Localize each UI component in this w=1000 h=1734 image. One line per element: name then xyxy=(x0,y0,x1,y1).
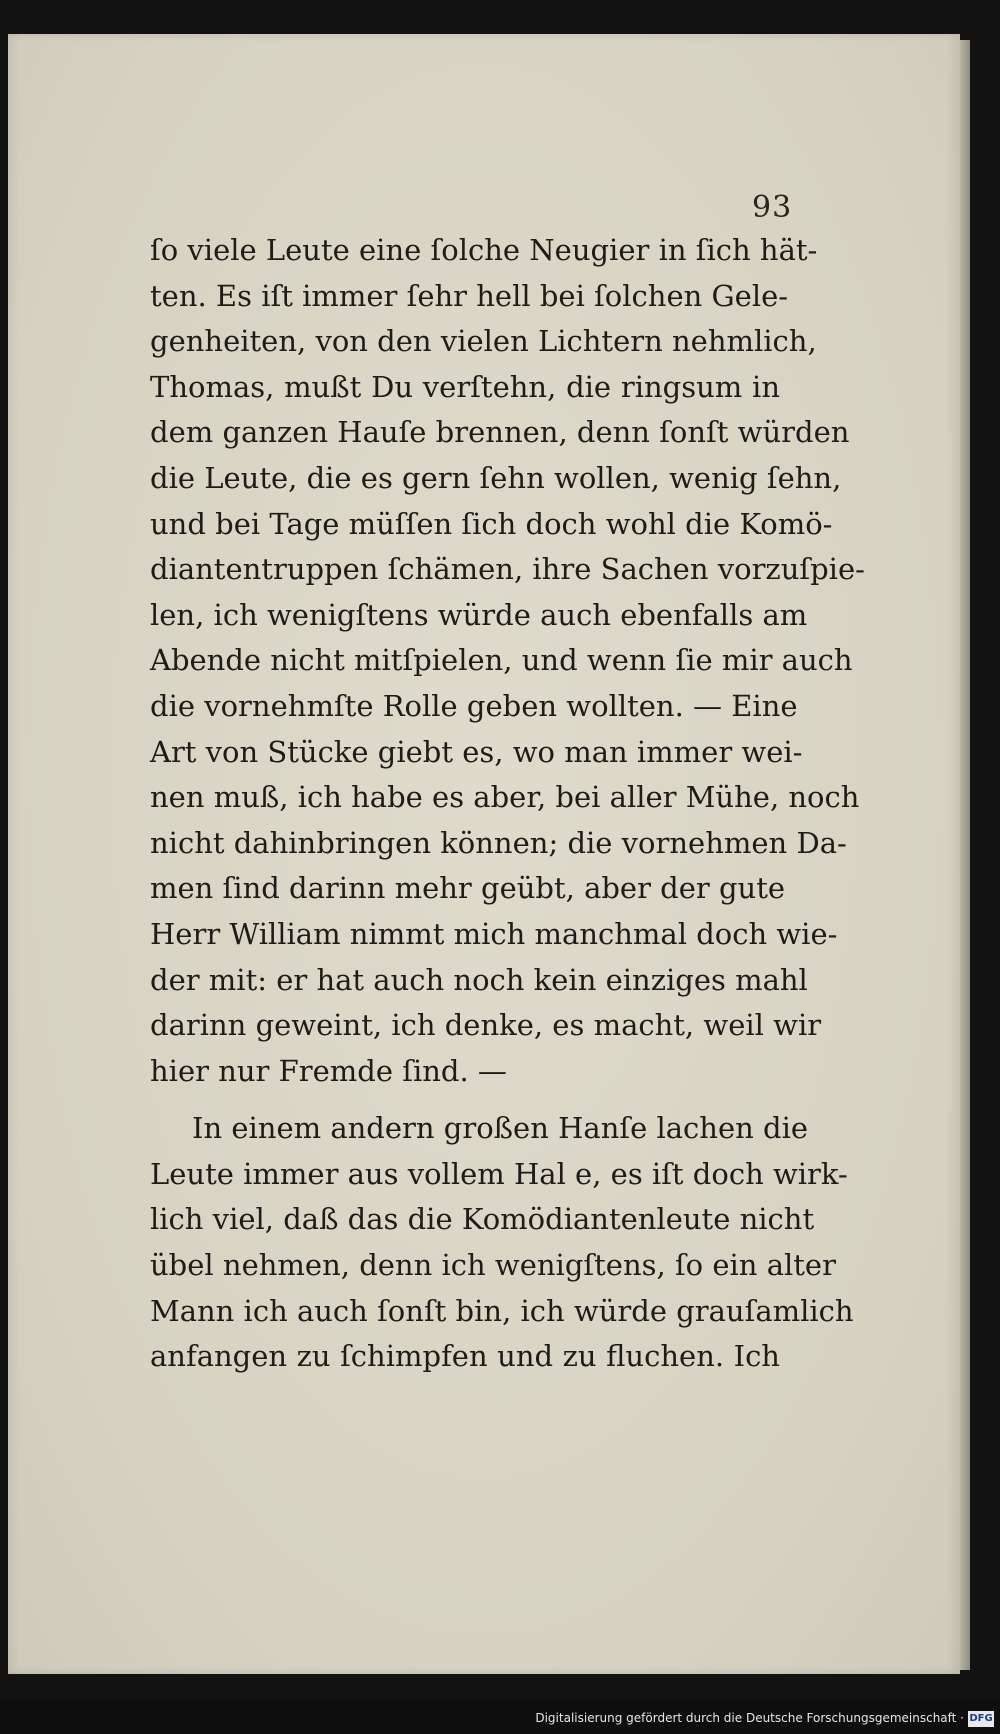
text-line: Mann ich auch ſonſt bin, ich würde grauſamlich xyxy=(150,1293,854,1328)
text-line: der mit: er hat auch noch kein einziges mahl xyxy=(150,962,808,997)
text-line: übel nehmen, denn ich wenigſtens, ſo ein alter xyxy=(150,1248,836,1283)
text-line: und bei Tage müſſen ſich doch wohl die Komö- xyxy=(150,506,833,541)
text-line: die Leute, die es gern ſehn wollen, wenig ſehn, xyxy=(150,460,842,495)
paragraph xyxy=(150,1106,854,1380)
text-line: anfangen zu ſchimpfen und zu fluchen. Ich xyxy=(150,1339,780,1374)
text-line: darinn geweint, ich denke, es macht, weil wir xyxy=(150,1008,822,1043)
page-edge xyxy=(960,40,970,1670)
text-line: dem ganzen Hauſe brennen, denn ſonſt würden xyxy=(150,415,850,450)
funding-credit: Digitalisierung gefördert durch die Deutsche Forschungsgemeinschaft · xyxy=(535,1711,964,1725)
footer-bar xyxy=(0,1700,1000,1734)
text-line: len, ich wenigſtens würde auch ebenfalls am xyxy=(150,597,808,632)
text-line: Abende nicht mitſpielen, und wenn ſie mir auch xyxy=(150,643,853,678)
text-line: Leute immer aus vollem Hal e, es iſt doch wirk- xyxy=(150,1156,848,1191)
body-text xyxy=(150,228,865,1380)
text-line: hier nur Fremde ſind. — xyxy=(150,1053,507,1088)
text-line: ten. Es iſt immer ſehr hell bei ſolchen Gele- xyxy=(150,278,789,313)
text-line: ſo viele Leute eine ſolche Neugier in ſich hät- xyxy=(150,233,818,267)
text-line: In einem andern großen Hanſe lachen die xyxy=(192,1111,809,1146)
text-line: Thomas, mußt Du verſtehn, die ringsum in xyxy=(150,369,780,404)
text-line: diantentruppen ſchämen, ihre Sachen vorzuſpie- xyxy=(150,552,865,587)
text-line: nen muß, ich habe es aber, bei aller Mühe, noch xyxy=(150,780,860,815)
text-line: nicht dahinbringen können; die vornehmen Da- xyxy=(150,825,847,860)
text-line: genheiten, von den vielen Lichtern nehmlich, xyxy=(150,324,817,359)
text-line: lich viel, daß das die Komödiantenleute nicht xyxy=(150,1202,815,1237)
text-line: die vornehmſte Rolle geben wollten. — Eine xyxy=(150,688,798,723)
text-line: men ſind darinn mehr geübt, aber der gute xyxy=(150,871,786,906)
text-line: Art von Stücke giebt es, wo man immer wei- xyxy=(150,734,803,769)
text-line: Herr William nimmt mich manchmal doch wie- xyxy=(150,916,838,951)
dfg-logo: DFG xyxy=(968,1711,994,1727)
page-number: 93 xyxy=(752,190,793,225)
